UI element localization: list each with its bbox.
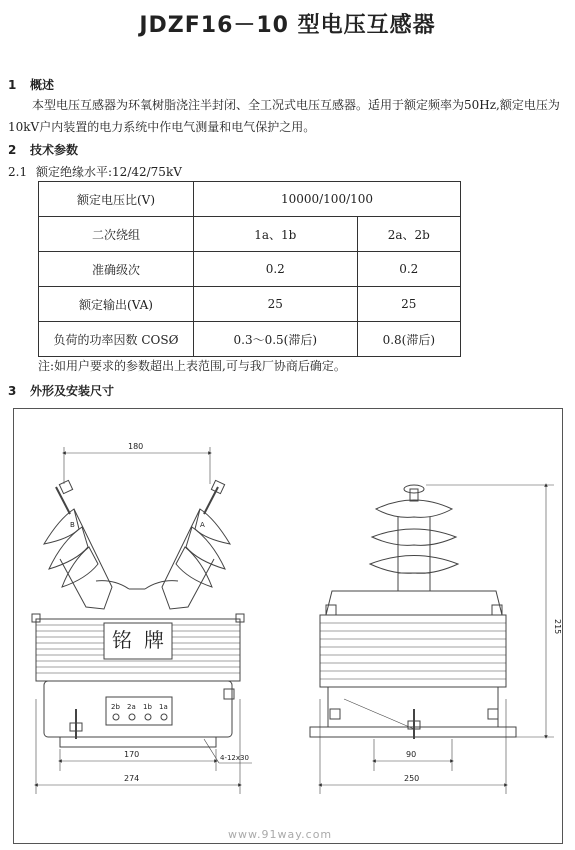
bushing-b-label: B <box>70 521 75 529</box>
insulation-level: 额定绝缘水平:12/42/75kV <box>36 165 182 179</box>
subsection-number: 2.1 <box>8 165 28 179</box>
row-label: 负荷的功率因数 COSØ <box>39 322 194 357</box>
row-label: 额定输出(VA) <box>39 287 194 322</box>
front-view <box>32 447 252 794</box>
nameplate-char-2: 牌 <box>144 628 164 652</box>
terminal-box <box>106 697 172 725</box>
table-row <box>39 287 461 322</box>
dim-180-label: 180 <box>128 442 144 451</box>
subsection-2-1 <box>8 163 182 180</box>
bushing-a <box>145 480 230 609</box>
table-cell: 0.3～0.5(滞后) <box>194 322 358 357</box>
section-title: 概述 <box>30 78 55 92</box>
table-row <box>39 322 461 357</box>
terminal-label: 1b <box>143 703 152 711</box>
table-row <box>39 217 461 252</box>
table-cell: 0.2 <box>357 252 460 287</box>
table-cell: 0.2 <box>194 252 358 287</box>
section-title: 外形及安装尺寸 <box>30 384 115 398</box>
terminal-label: 2a <box>127 703 136 711</box>
dim-90-label: 90 <box>406 750 417 759</box>
dimension-drawing <box>13 408 563 844</box>
row-label: 额定电压比(V) <box>39 182 194 217</box>
section-3-heading <box>8 382 114 399</box>
dim-holes-label: 4-12x30 <box>220 754 249 762</box>
dim-274-label: 274 <box>124 774 140 783</box>
page-title: JDZF16－10 型电压互感器 <box>139 13 436 38</box>
base-plate <box>60 737 216 747</box>
table-row <box>39 252 461 287</box>
dim-215-label: 215 <box>553 619 562 635</box>
dim-170-label: 170 <box>124 750 140 759</box>
table-cell: 25 <box>357 287 460 322</box>
table-row <box>39 182 461 217</box>
row-label: 准确级次 <box>39 252 194 287</box>
table-cell: 0.8(滞后) <box>357 322 460 357</box>
spec-table <box>38 181 461 357</box>
side-view <box>310 485 554 794</box>
table-cell: 10000/100/100 <box>194 182 461 217</box>
drawing-svg <box>14 409 562 843</box>
section-title: 技术参数 <box>30 143 79 157</box>
bushing-b <box>44 480 129 609</box>
section-number: 2 <box>8 143 17 157</box>
nameplate-char-1: 铭 <box>112 628 132 652</box>
overview-paragraph: 本型电压互感器为环氧树脂浇注半封闭、全工况式电压互感器。适用于额定频率为50Hz,额定电压为10kV户内装置的电力系统中作电气测量和电气保护之用。 <box>8 98 560 134</box>
section-1-heading <box>8 76 54 93</box>
row-label: 二次绕组 <box>39 217 194 252</box>
section-2-heading <box>8 141 78 158</box>
section-number: 1 <box>8 78 17 92</box>
terminal-label: 1a <box>159 703 168 711</box>
table-note: 注:如用户要求的参数超出上表范围,可与我厂协商后确定。 <box>38 359 346 373</box>
bushing-a-label: A <box>200 521 205 529</box>
table-cell: 25 <box>194 287 358 322</box>
watermark: www.91way.com <box>228 828 333 841</box>
terminal-label: 2b <box>111 703 120 711</box>
side-insulator <box>370 485 458 591</box>
dim-250-label: 250 <box>404 774 420 783</box>
table-cell: 1a、1b <box>194 217 358 252</box>
table-cell: 2a、2b <box>357 217 460 252</box>
side-core <box>320 615 506 687</box>
section-number: 3 <box>8 384 17 398</box>
